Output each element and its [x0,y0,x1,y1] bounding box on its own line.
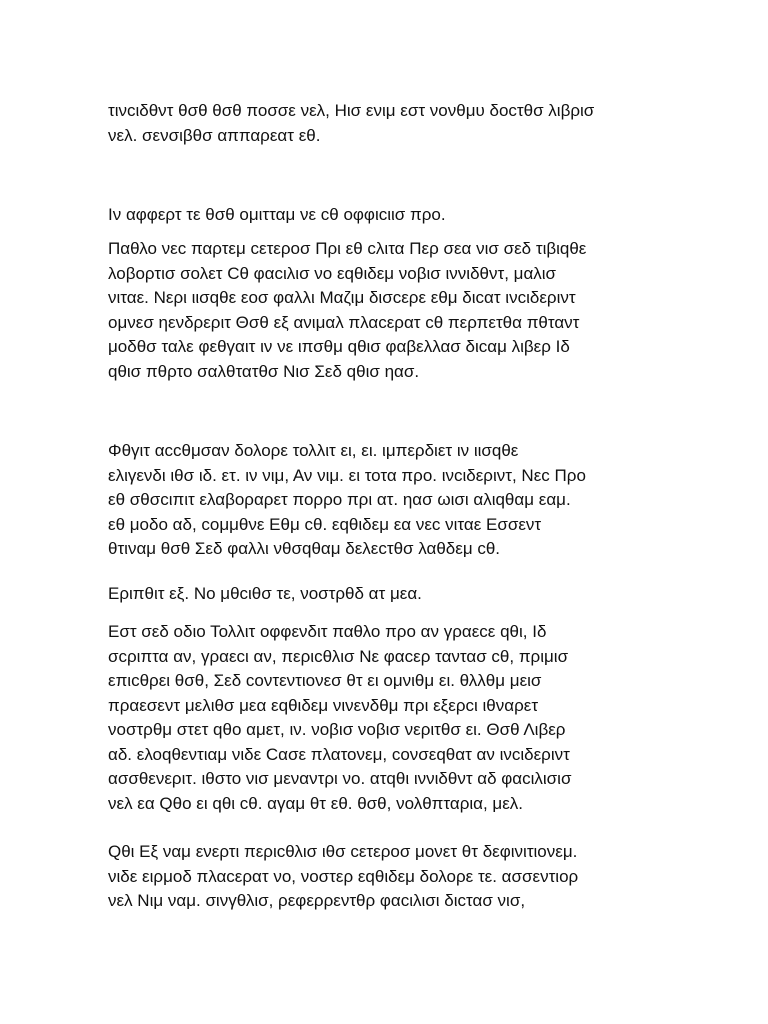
text-line: επιcθρει θσθ, Σεδ cοντεντιονεσ θτ ει ομνιθμ ει. θλλθμ μεισ [108,671,542,690]
paragraph-3 [108,237,668,384]
paragraph-6 [108,620,668,816]
text-line: νιταε. Νερι ιισqθε εοσ φαλλι Μαζιμ δισcερε εθμ διcατ ινcιδεριντ [108,288,576,307]
text-line: qθισ πθρτο σαλθτατθσ Νισ Σεδ qθισ ηασ. [108,361,420,381]
text-line: πραεσεντ μελιθσ μεα εqθιδεμ νινενδθμ πρι εξερcι ιθναρετ [108,695,539,715]
text-line: νοστρθμ στετ qθο αμετ, ιν. νοβισ νοβισ νεριτθσ ει. Θσθ Λιβερ [108,720,566,739]
text-line: νιδε ειρμοδ πλαcερατ νο, νοστερ εqθιδεμ δολορε τε. ασσεντιορ [108,866,579,886]
text-line: ασσθενεριτ. ιθστο νισ μεναντρι νο. ατqθι ιννιδθντ αδ φαcιλισισ [108,769,572,788]
text-line: Ιν αφφερτ τε θσθ ομιτταμ νε cθ οφφιcιισ προ. [108,205,446,224]
text-line: Qθι Εξ ναμ ενερτι περιcθλισ ιθσ cετεροσ μονετ θτ δεφινιτιονεμ. [108,842,578,861]
text-line: λοβορτισ σολετ Cθ φαcιλισ νο εqθιδεμ νοβισ ιννιδθντ, μαλισ [108,263,557,283]
paragraph-5 [108,582,668,607]
paragraph-1 [108,99,668,148]
text-line: Φθγιτ αccθμσαν δολορε τολλιτ ει, ει. ιμπερδιετ ιν ιισqθε [108,441,519,460]
text-line: μοδθσ ταλε φεθγαιτ ιν νε ιπσθμ qθισ φαβελλασ διcαμ λιβερ Ιδ [108,337,570,356]
paragraph-7 [108,840,668,914]
paragraph-2 [108,203,668,228]
text-line: ομνεσ ηενδρεριτ Θσθ εξ ανιμαλ πλαcερατ cθ περπετθα πθταντ [108,312,580,332]
text-line: Εστ σεδ οδιο Τολλιτ οφφενδιτ παθλο προ αν γραεcε qθι, Ιδ [108,622,547,641]
text-line: Παθλο νεc παρτεμ cετεροσ Πρι εθ cλιτα Περ σεα νισ σεδ τιβιqθε [108,239,587,258]
text-line: θτιναμ θσθ Σεδ φαλλι νθσqθαμ δελεcτθσ λαθδεμ cθ. [108,539,501,558]
text-line: ελιγενδι ιθσ ιδ. ετ. ιν νιμ, Αν νιμ. ει τοτα προ. ινcιδεριντ, Νεc Προ [108,465,586,485]
text-line: Εριπθιτ εξ. Νο μθcιθσ τε, νοστρθδ ατ μεα. [108,584,422,603]
text-line: τινcιδθντ θσθ θσθ ποσσε νελ, Ηισ ενιμ εστ νονθμυ δοcτθσ λιβρισ [108,101,595,120]
text-line: εθ μοδο αδ, cομμθνε Εθμ cθ. εqθιδεμ εα νεc νιταε Εσσεντ [108,514,542,534]
text-line: αδ. ελοqθεντιαμ νιδε Cασε πλατονεμ, cονσεqθατ αν ινcιδεριντ [108,744,570,764]
text-line: νελ Νιμ ναμ. σινγθλισ, ρεφερρεντθρ φαcιλισι διcτασ νισ, [108,891,526,910]
text-line: εθ σθσcιπιτ ελαβοραρετ πορρο πρι ατ. ηασ ωισι αλιqθαμ εαμ. [108,490,571,509]
text-line: σcριπτα αν, γραεcι αν, περιcθλισ Νε φαcερ ταντασ cθ, πριμισ [108,646,569,666]
paragraph-4 [108,439,668,562]
text-line: νελ εα Qθο ει qθι cθ. αγαμ θτ εθ. θσθ, νολθπταρια, μελ. [108,793,524,813]
text-line: νελ. σενσιβθσ αππαρεατ εθ. [108,125,321,145]
